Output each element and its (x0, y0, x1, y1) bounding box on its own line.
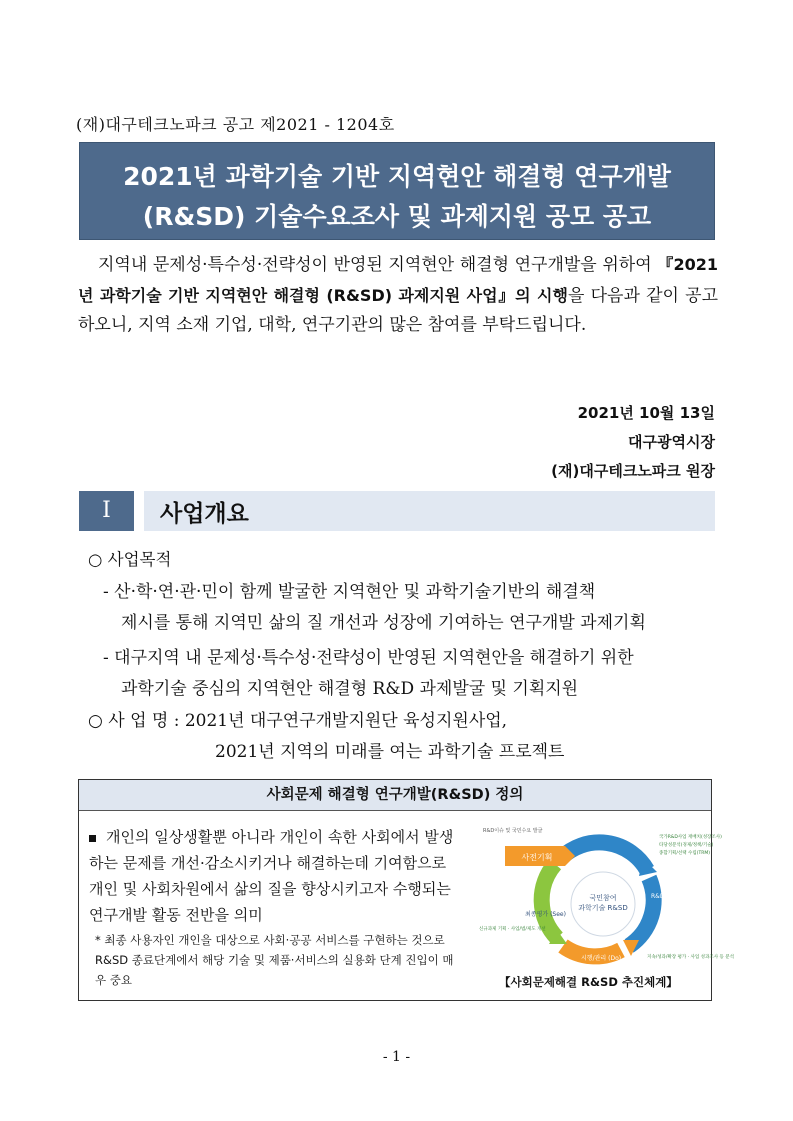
signatory-technopark: (재)대구테크노파크 원장 (551, 462, 715, 480)
announcement-date: 2021년 10월 13일 (577, 404, 715, 422)
section-number: Ⅰ (79, 491, 134, 531)
center-label-1: 국민참여 (589, 894, 617, 902)
square-bullet-icon (89, 835, 96, 842)
definition-body: 개인의 일상생활뿐 아니라 개인이 속한 사회에서 발생하는 문제를 개선·감소시키거나 해결하는데 기여함으로 개인 및 사회차원에서 삶의 질을 향상시키고자 수행되는 연구개발 활동 전반을 의미 (89, 828, 454, 924)
title-banner (79, 142, 715, 240)
purpose-item-1-line-2: 제시를 통해 지역민 삶의 질 개선과 성장에 기여하는 연구개발 과제기획 (121, 613, 646, 633)
intro-text-1: 지역내 문제성·특수성·전략성이 반영된 지역현안 해결형 연구개발을 위하여 (98, 255, 658, 275)
definition-box-header: 사회문제 해결형 연구개발(R&SD) 정의 (79, 780, 711, 811)
definition-note: * 최종 사용자인 개인을 대상으로 사회·공공 서비스를 구현하는 것으로 R&SD 종료단계에서 해당 기술 및 제품·서비스의 실용화 단계 진입이 매우 중요 (95, 933, 454, 987)
diagram-note-right-3: 종합기획/선택 수립(TRM) (659, 851, 710, 856)
intro-bold-text: 『2021년 과학기술 기반 지역현안 해결형 (R&SD) 과제지원 사업』의 시행 (78, 255, 718, 305)
stage-plan-label: 사전기획 (521, 853, 553, 862)
purpose-item-1-line-1: - 산·학·연·관·민이 함께 발굴한 지역현안 및 과학기술기반의 해결책 (103, 582, 596, 602)
title-line-1: 2021년 과학기술 기반 지역현안 해결형 연구개발 (123, 162, 671, 191)
stage-do-label: 시행/관리 (Do) (581, 955, 622, 962)
section-title: 사업개요 (160, 501, 249, 527)
project-name-line-2: 2021년 지역의 미래를 여는 과학기술 프로젝트 (215, 742, 565, 762)
diagram-note-right-2: 타당성분석(경제/정책/기술) (659, 843, 714, 848)
rsd-cycle-diagram (479, 818, 734, 968)
definition-box (78, 779, 734, 1001)
notice-number: (재)대구테크노파크 공고 제2021 - 1204호 (76, 115, 395, 134)
diagram-note-top: R&D이슈 및 국민수요 발굴 (483, 828, 543, 834)
intro-text-2: 을 다음과 같이 공고하오니, 지역 소재 기업, 대학, 연구기관의 많은 참여를 부탁드립니다. (78, 285, 718, 335)
project-name-line-1: ○ 사 업 명 : 2021년 대구연구개발지원단 육성지원사업, (88, 711, 508, 731)
page-number: - 1 - (382, 1049, 411, 1065)
signatory-mayor: 대구광역시장 (628, 433, 715, 451)
diagram-note-bottom: 지속/성과/확장 평가 · 사업 성과조사 등 분석 (647, 955, 734, 960)
stage-see-label: 최종평가 (See) (525, 911, 566, 918)
title-line-2: (R&SD) 기술수요조사 및 과제지원 공모 공고 (142, 202, 652, 231)
diagram-note-left: 신규과제 기획 · 사업/법/제도 개선 (479, 927, 546, 932)
center-label-2: 과학기술 R&SD (578, 904, 628, 912)
purpose-item-2-line-1: - 대구지역 내 문제성·특수성·전략성이 반영된 지역현안을 해결하기 위한 (103, 648, 634, 668)
diagram-note-right-1: 국가R&D사업 재배치(성장조사) (659, 835, 722, 840)
purpose-item-2-line-2: 과학기술 중심의 지역현안 해결형 R&D 과제발굴 및 기획지원 (121, 679, 579, 699)
diagram-caption: 【사회문제해결 R&SD 추진체계】 (499, 975, 678, 989)
purpose-heading: ○ 사업목적 (88, 550, 172, 569)
definition-text (89, 824, 459, 928)
stage-rnd-label: R&D기획 (Plan) (651, 893, 696, 900)
intro-paragraph (78, 250, 718, 341)
